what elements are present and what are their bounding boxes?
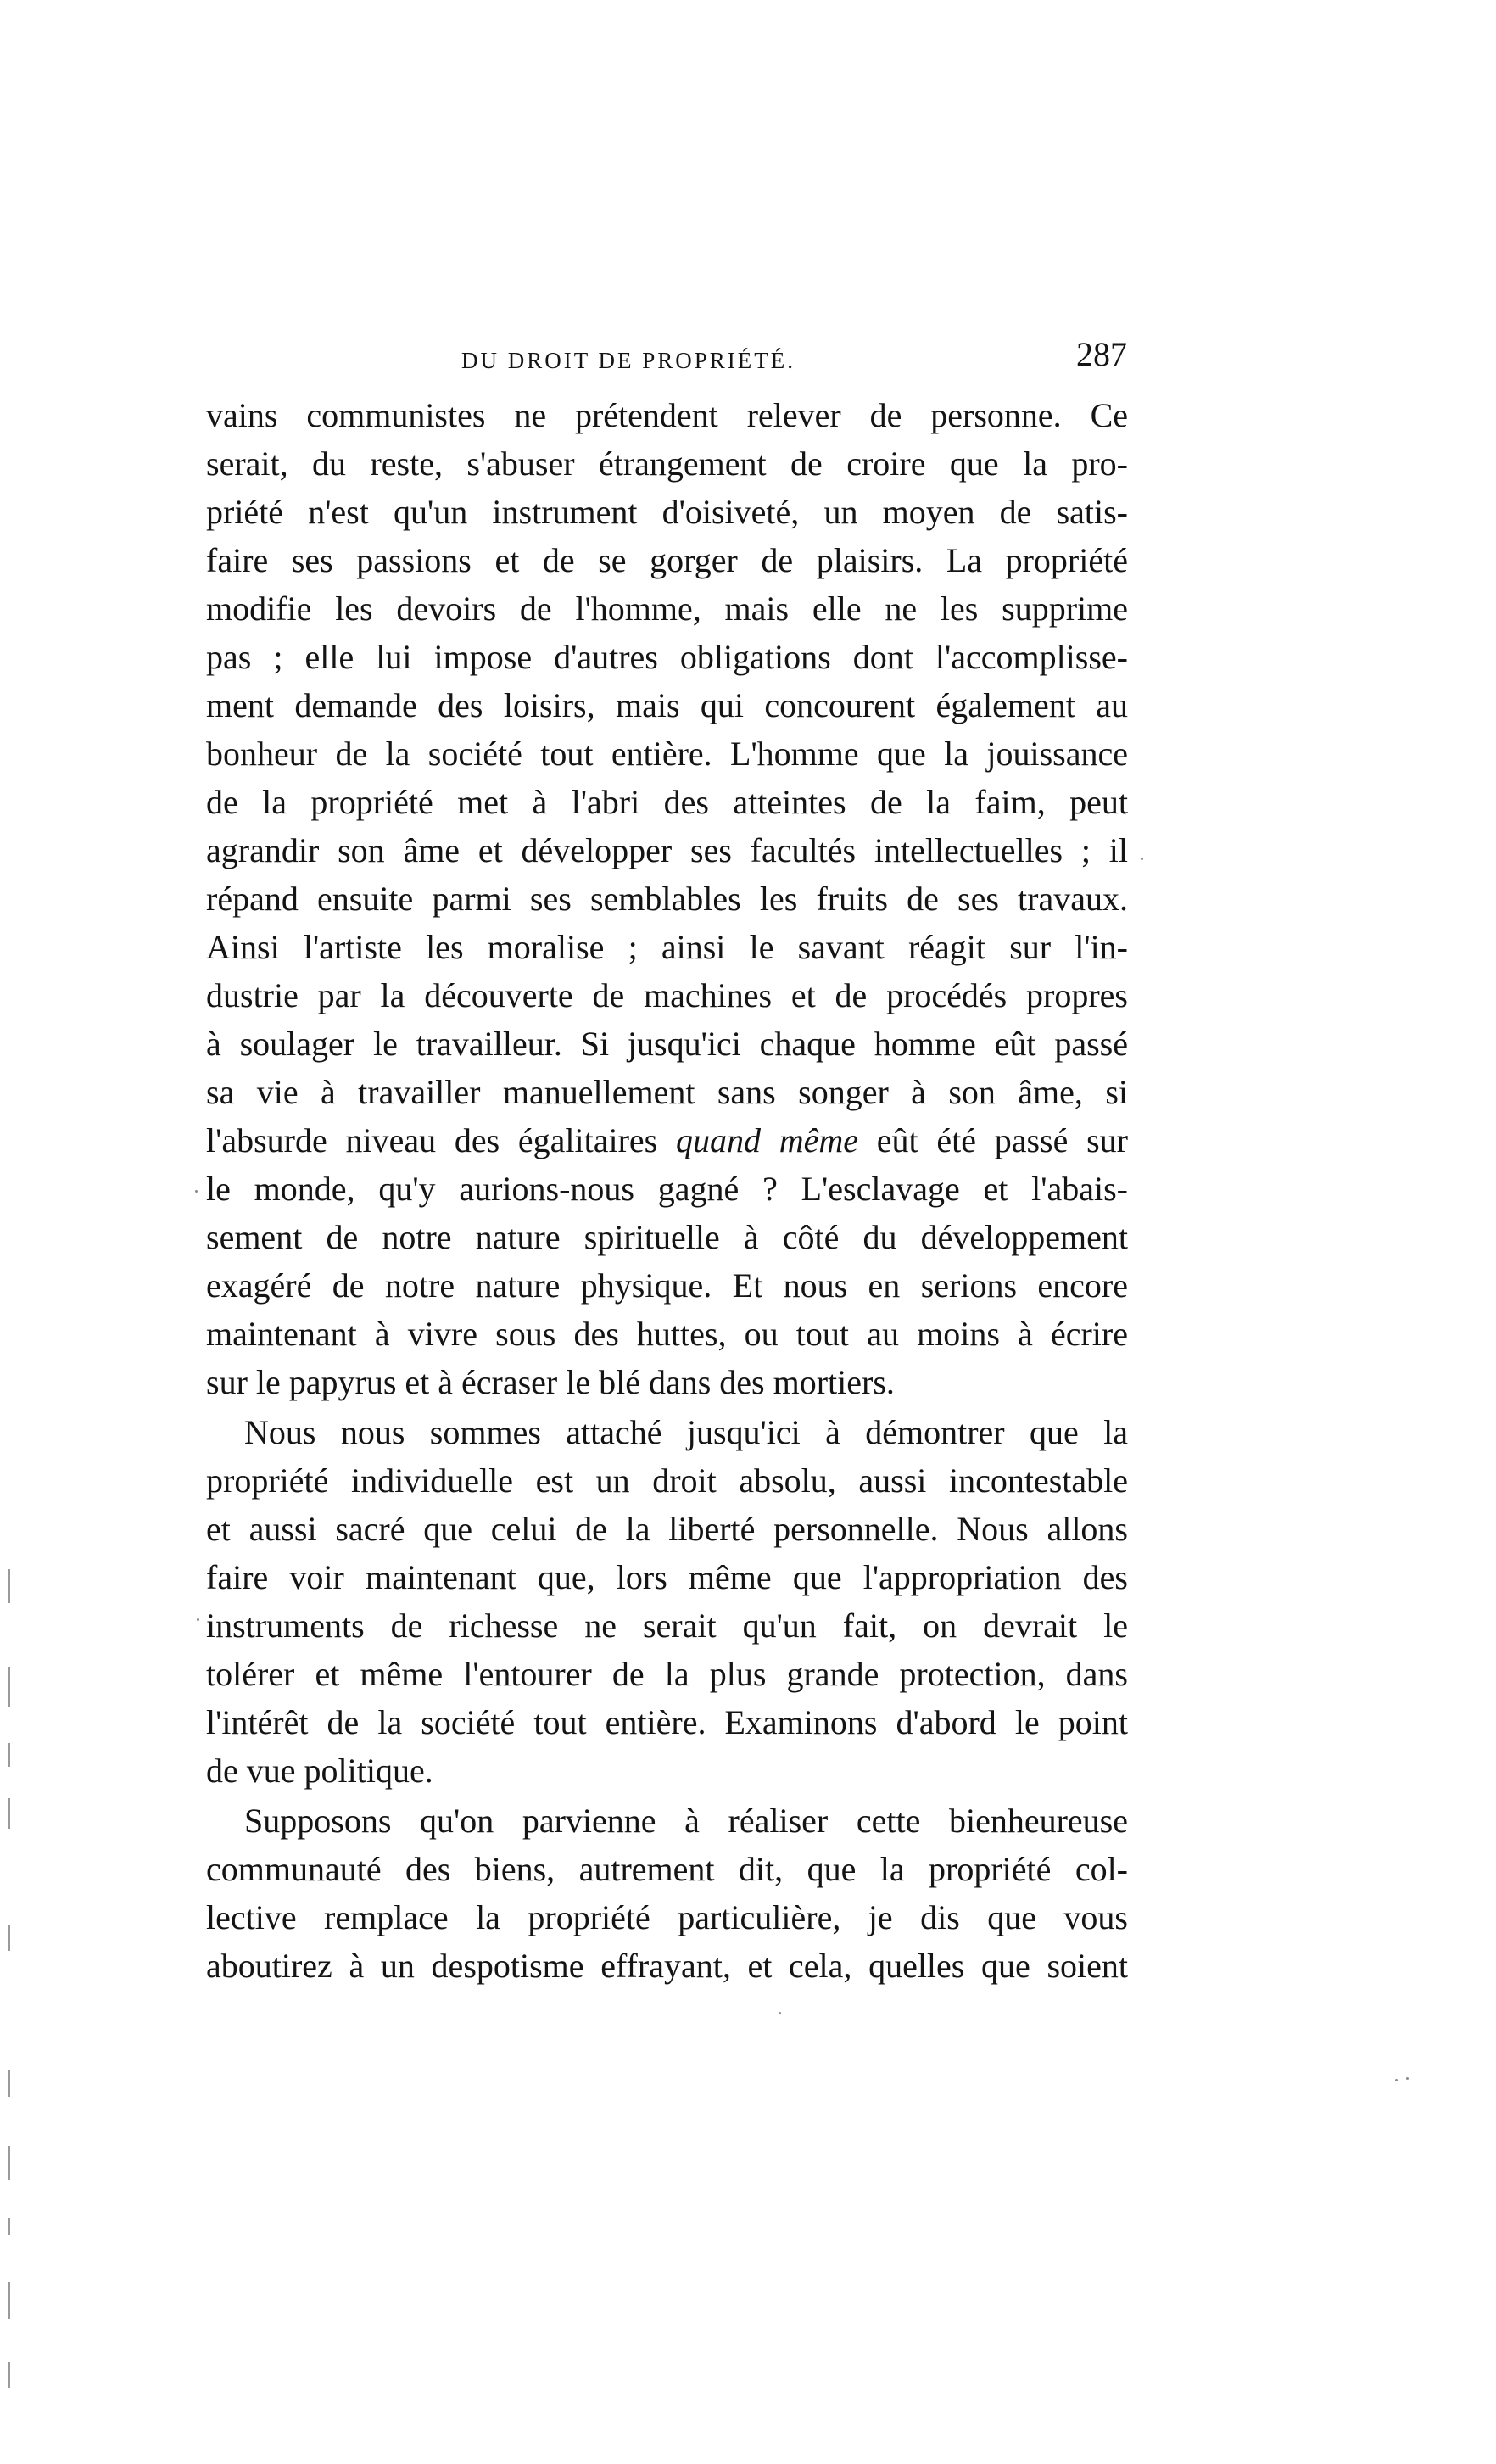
text-line: pas ; elle lui impose d'autres obligations dont l'accomplisse-: [206, 638, 1128, 676]
text-line: modifie les devoirs de l'homme, mais elle ne les supprime: [206, 589, 1128, 628]
scan-speck: [779, 2012, 781, 2014]
scan-speck: [1406, 2077, 1409, 2080]
text-line: lective remplace la propriété particulière, je dis que vous: [206, 1898, 1128, 1936]
scan-mark: [8, 2070, 10, 2097]
paragraph-3: [206, 1796, 1128, 1990]
text-line: Supposons qu'on parvienne à réaliser cette bienheureuse: [244, 1802, 1128, 1840]
text-line: faire ses passions et de se gorger de plaisirs. La propriété: [206, 541, 1128, 579]
text-line: sement de notre nature spirituelle à côté du développement: [206, 1218, 1128, 1256]
text-segment: l'absurde niveau des égalitaires: [206, 1121, 676, 1159]
text-line-with-italic: [206, 1116, 1128, 1165]
scan-speck: [195, 1190, 198, 1193]
text-line: le monde, qu'y aurions-nous gagné ? L'esclavage et l'abais-: [206, 1170, 1128, 1208]
text-line: Ainsi l'artiste les moralise ; ainsi le savant réagit sur l'in-: [206, 928, 1128, 966]
italic-phrase: quand même: [675, 1121, 859, 1159]
running-title: DU DROIT DE PROPRIÉTÉ.: [461, 348, 796, 373]
scan-mark: [8, 2362, 10, 2388]
text-line: Nous nous sommes attaché jusqu'ici à démontrer que la: [244, 1413, 1128, 1451]
text-line: de vue politique.: [206, 1752, 433, 1790]
scan-mark: [8, 1743, 10, 1767]
text-line: maintenant à vivre sous des huttes, ou tout au moins à écrire: [206, 1315, 1128, 1353]
scan-mark: [8, 1569, 10, 1603]
text-line: ment demande des loisirs, mais qui concourent également au: [206, 686, 1128, 724]
text-line: exagéré de notre nature physique. Et nous en serions encore: [206, 1266, 1128, 1305]
text-line: serait, du reste, s'abuser étrangement de croire que la pro-: [206, 444, 1128, 483]
scan-speck: [1395, 2079, 1398, 2081]
scan-mark: [8, 2218, 10, 2235]
text-line: agrandir son âme et développer ses facultés intellectuelles ; il: [206, 831, 1128, 869]
text-line: vains communistes ne prétendent relever de personne. Ce: [206, 396, 1128, 434]
page-number: 287: [1076, 335, 1127, 373]
text-line: communauté des biens, autrement dit, que la propriété col-: [206, 1850, 1128, 1888]
scan-mark: [8, 2146, 10, 2180]
scan-mark: [8, 1925, 10, 1951]
text-line: sur le papyrus et à écraser le blé dans des mortiers.: [206, 1363, 895, 1401]
text-line: bonheur de la société tout entière. L'homme que la jouissance: [206, 735, 1128, 773]
text-line: priété n'est qu'un instrument d'oisiveté, un moyen de satis-: [206, 493, 1128, 531]
text-line: propriété individuelle est un droit absolu, aussi incontestable: [206, 1461, 1128, 1500]
text-line: instruments de richesse ne serait qu'un fait, on devrait le: [206, 1606, 1128, 1645]
text-line: l'intérêt de la société tout entière. Examinons d'abord le point: [206, 1703, 1128, 1741]
text-line: à soulager le travailleur. Si jusqu'ici chaque homme eût passé: [206, 1025, 1128, 1063]
text-segment: eût été passé sur: [858, 1121, 1129, 1159]
text-line: sa vie à travailler manuellement sans songer à son âme, si: [206, 1073, 1128, 1111]
text-line: dustrie par la découverte de machines et de procédés propres: [206, 976, 1128, 1014]
text-line: tolérer et même l'entourer de la plus grande protection, dans: [206, 1655, 1128, 1693]
text-line: et aussi sacré que celui de la liberté personnelle. Nous allons: [206, 1510, 1128, 1548]
paragraph-1: [206, 391, 1128, 1406]
scan-margin-marks: [8, 1569, 15, 2417]
running-head: [207, 332, 1127, 383]
scan-mark: [8, 1667, 10, 1707]
scan-mark: [8, 2282, 10, 2319]
text-line: faire voir maintenant que, lors même que l'appropriation des: [206, 1558, 1128, 1596]
body-text: [206, 391, 1128, 1990]
text-line: aboutirez à un despotisme effrayant, et cela, quelles que soient: [206, 1947, 1128, 1985]
scan-speck: [1141, 858, 1143, 860]
text-line: répand ensuite parmi ses semblables les fruits de ses travaux.: [206, 880, 1128, 918]
text-line: de la propriété met à l'abri des atteintes de la faim, peut: [206, 783, 1128, 821]
scan-speck: [197, 1618, 199, 1621]
scan-mark: [8, 1798, 10, 1829]
paragraph-2: [206, 1408, 1128, 1795]
